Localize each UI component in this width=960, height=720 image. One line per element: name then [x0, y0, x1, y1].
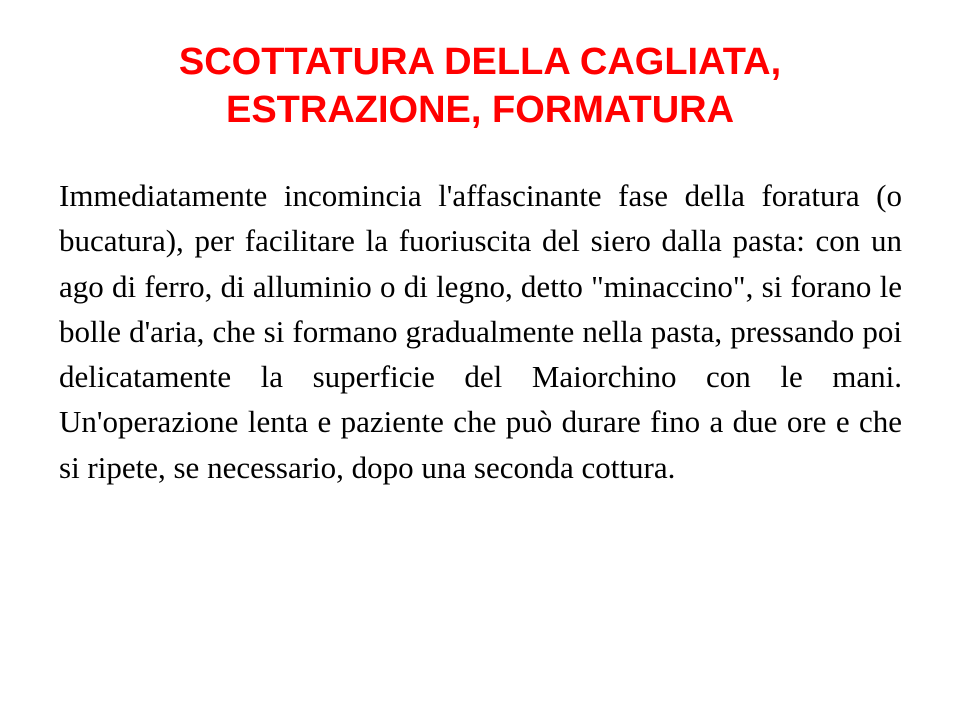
slide-title-line-2: ESTRAZIONE, FORMATURA: [225, 89, 735, 131]
slide-title-line-1: SCOTTATURA DELLA CAGLIATA,: [178, 41, 782, 83]
slide-body-text: Immediatamente incomincia l'affascinante fase della foratura (o bucatura), per facilitare la fuoriuscita del siero dalla pasta: con un ago di ferro, di alluminio o di legno, detto "minaccino", si forano le bolle d'aria, che si formano gradualmente nella pasta, pressando poi delicatamente la superficie del Maiorchino con le mani. Un'operazione lenta e paziente che può durare fino a due ore e che si ripete, se necessario, dopo una seconda cottura.: [59, 178, 902, 485]
slide-title: [40, 38, 920, 134]
